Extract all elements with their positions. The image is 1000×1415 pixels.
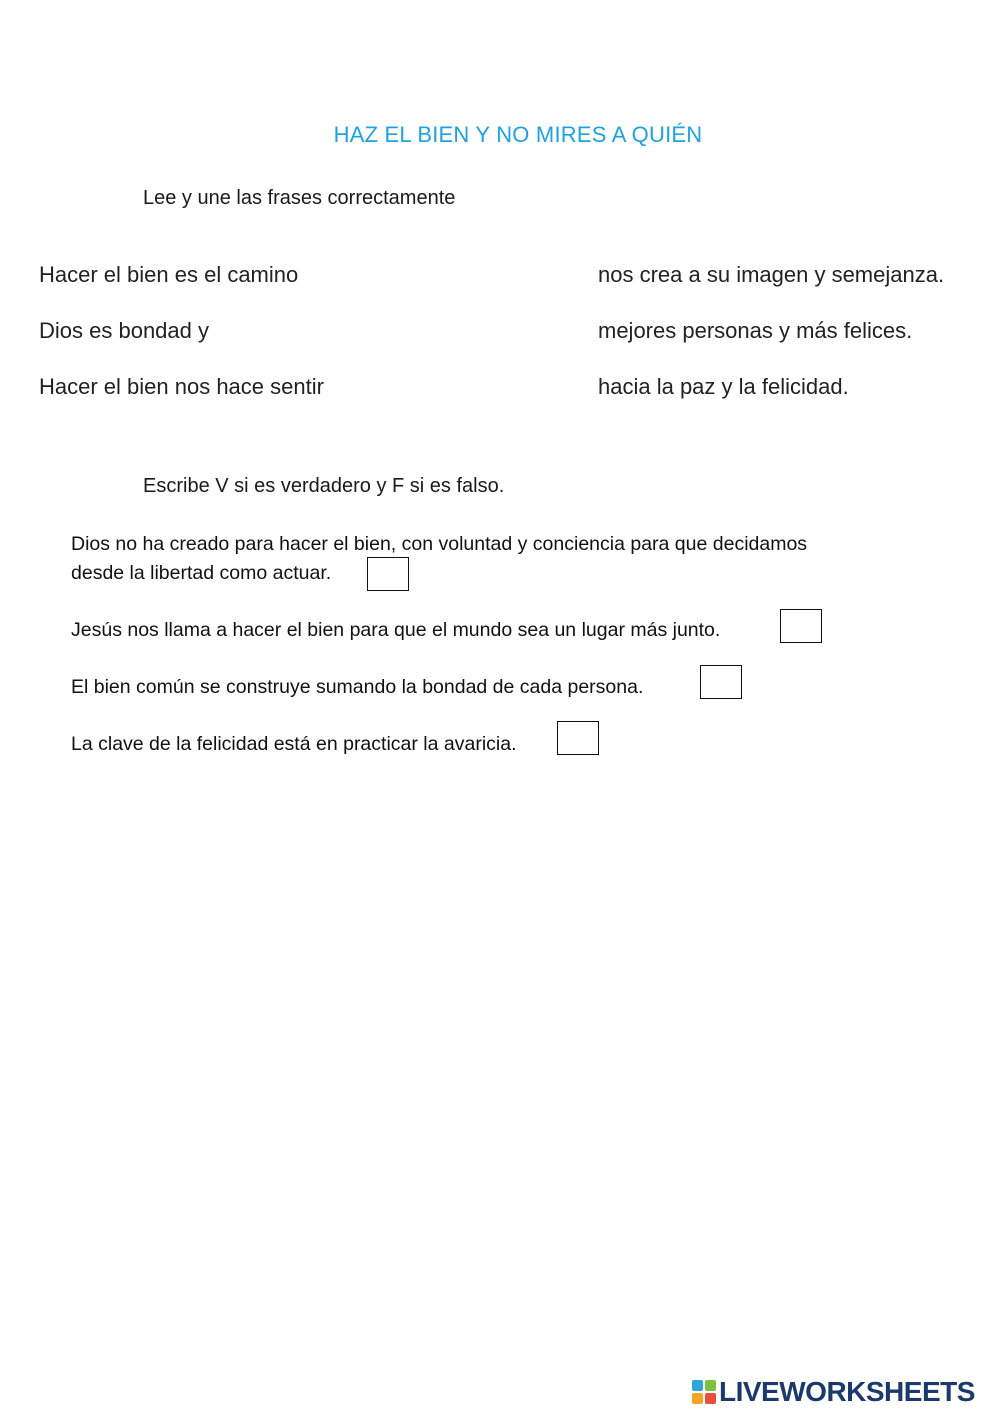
answer-box-1[interactable] [367,557,409,591]
match-instruction: Lee y une las frases correctamente [143,187,456,209]
statement-2: Jesús nos llama a hacer el bien para que el mundo sea un lugar más junto. [71,619,721,641]
statement-1-line-1: Dios no ha creado para hacer el bien, con voluntad y conciencia para que decidamos [71,533,808,555]
true-false-instruction: Escribe V si es verdadero y F si es falso. [143,475,505,497]
match-left-item-2[interactable]: Dios es bondad y [39,318,209,343]
match-left-item-1[interactable]: Hacer el bien es el camino [39,262,299,287]
statement-4: La clave de la felicidad está en practicar la avaricia. [71,733,517,755]
logo-mark-square-v [692,1393,703,1404]
liveworksheets-logo [692,1376,975,1408]
logo-mark-square-e [705,1393,716,1404]
match-right-item-1[interactable]: nos crea a su imagen y semejanza. [598,262,945,287]
match-right-item-2[interactable]: mejores personas y más felices. [598,318,913,343]
answer-box-3[interactable] [700,665,742,699]
statement-1-line-2: desde la libertad como actuar. [71,562,332,584]
match-left-item-3[interactable]: Hacer el bien nos hace sentir [39,374,324,399]
logo-mark-square-l [692,1380,703,1391]
logo-text: LIVEWORKSHEETS [719,1376,975,1407]
worksheet-title: HAZ EL BIEN Y NO MIRES A QUIÉN [333,122,703,147]
answer-box-2[interactable] [780,609,822,643]
match-right-item-3[interactable]: hacia la paz y la felicidad. [598,374,849,399]
answer-box-4[interactable] [557,721,599,755]
logo-mark-icon [692,1380,716,1404]
statement-3: El bien común se construye sumando la bondad de cada persona. [71,676,644,698]
logo-mark-square-i [705,1380,716,1391]
